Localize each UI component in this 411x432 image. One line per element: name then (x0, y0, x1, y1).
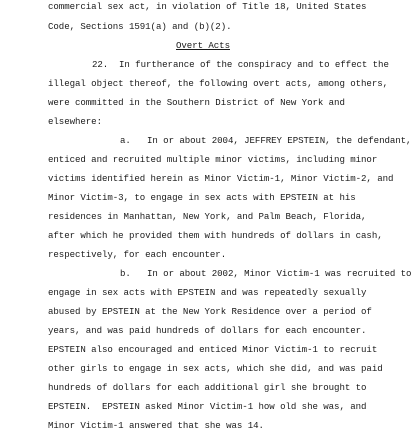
item-b-line: Minor Victim-1 answered that she was 14. (48, 420, 264, 431)
item-b-line: abused by EPSTEIN at the New York Residence over a period of (48, 306, 372, 317)
body-line: Code, Sections 1591(a) and (b)(2). (48, 21, 232, 32)
item-a-line: after which he provided them with hundreds of dollars in cash, (48, 230, 383, 241)
item-b-line: EPSTEIN. EPSTEIN asked Minor Victim-1 how old she was, and (48, 401, 367, 412)
paragraph-22-line: 22. In furtherance of the conspiracy and to effect the (92, 59, 389, 70)
paragraph-22-line: illegal object thereof, the following overt acts, among others, (48, 78, 389, 89)
item-b-line: engage in sex acts with EPSTEIN and was repeatedly sexually (48, 287, 367, 298)
item-b-line: EPSTEIN also encouraged and enticed Minor Victim-1 to recruit (48, 344, 378, 355)
paragraph-22-line: elsewhere: (48, 116, 102, 127)
item-b-line: b. In or about 2002, Minor Victim-1 was recruited to (120, 268, 411, 279)
item-a-line: residences in Manhattan, New York, and Palm Beach, Florida, (48, 211, 367, 222)
item-a-line: a. In or about 2004, JEFFREY EPSTEIN, the defendant, (120, 135, 411, 146)
body-line: commercial sex act, in violation of Title 18, United States (48, 1, 367, 12)
item-b-line: other girls to engage in sex acts, which she did, and was paid (48, 363, 383, 374)
item-b-line: years, and was paid hundreds of dollars for each encounter. (48, 325, 367, 336)
item-b-line: hundreds of dollars for each additional girl she brought to (48, 382, 367, 393)
item-a-line: enticed and recruited multiple minor victims, including minor (48, 154, 378, 165)
item-a-line: respectively, for each encounter. (48, 249, 227, 260)
section-heading: Overt Acts (176, 40, 230, 51)
item-a-line: Minor Victim-3, to engage in sex acts with EPSTEIN at his (48, 192, 356, 203)
paragraph-22-line: were committed in the Southern District of New York and (48, 97, 345, 108)
item-a-line: victims identified herein as Minor Victim-1, Minor Victim-2, and (48, 173, 394, 184)
